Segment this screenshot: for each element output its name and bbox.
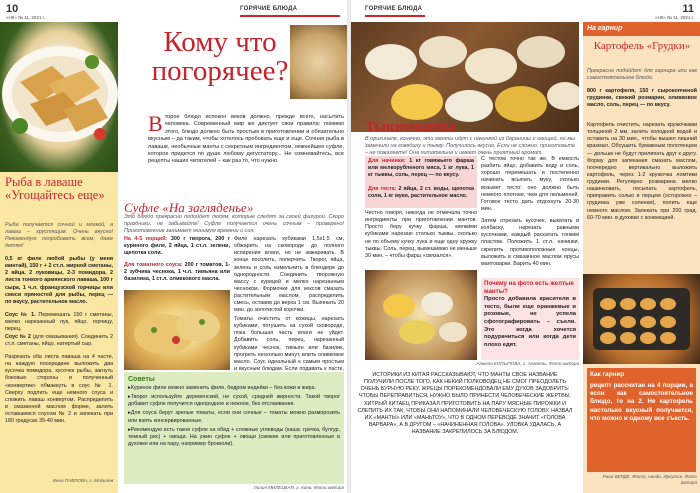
manty-lead: В оригинале, конечно, эти манты идут с начинкой из баранины и овощей, но мы заменили на говядину и тыкву. Получилось вкусно. Если не сложно, приготовьте – не пожалеете! Она питательна и имеет очень приятный аромат.: [365, 136, 575, 157]
souffle-photo: [124, 290, 230, 370]
history-box: [351, 369, 579, 493]
tips-list: [128, 385, 340, 450]
issue-left: «НК» № 11, 2021 г.: [6, 15, 45, 20]
fish-ingredients: 0,5 кг филе любой рыбы (у меня минтай), 150 г + 2 ст.л. жирной сметаны, 2 яйца, 2 луковицы, 2-3 помидора, 2 листа тонкого армянского лаваша, 100 г сыра, 1 ч.л. французской горчицы или смеси пряностей для рыбы, перец — по вкусу, растительное масло.: [5, 256, 113, 305]
manty-dough: [368, 186, 474, 200]
fish-lavash-illustration: [0, 22, 118, 172]
tip-item: ▸Для соуса берут зрелые томаты, если они сочные – томаты можно разморозить или взять консервированные.: [128, 410, 340, 424]
fish-lavash-photo: [0, 22, 118, 172]
fish-title: Рыба в лаваше «Угощайтесь еще»: [5, 175, 105, 203]
tip-item: ▸Творог используйте деревенский, не сухой, средней жирности. Такой творог добавит суфле получится однородное и нежное, без отслаивания.: [128, 394, 340, 408]
fish-author: Инна ПАВЛОВА, г. Могилев: [52, 478, 113, 483]
souffle-title: Суфле «На загляденье»: [124, 200, 254, 215]
sauce-1-text: Перемешать 150 г сметаны, мелко нарезанный лук, яйцо, горчицу, перец.: [5, 312, 113, 333]
tips-box: [124, 372, 344, 484]
issue-right: «НК» № 11, 2021 г.: [655, 15, 694, 20]
intro-text: [148, 114, 344, 194]
history-text: ИСТОРИКИ ИЗ КИТАЯ РАССКАЗЫВАЮТ, ЧТО МАНТЫ СВОЕ НАЗВАНИЕ ПОЛУЧИЛИ ПОСЛЕ ТОГО, КАК НЕКИЙ ПОЛКОВОДЕЦ НЕ СМОГ ПРЕОДОЛЕТЬ ОЧЕНЬ БУРНУЮ РЕКУ. ЖРЕЦЫ ПОРЕКОМЕНДОВАЛИ ЕМУ ДУХОВ ЗАДОБРИТЬ: ЧТОБЫ ПЕРЕПРАВИТЬСЯ, НУЖНО БЫЛО ПРИНЕСТИ ЧЕЛОВЕЧЕСКИЕ ЖЕРТВЫ. ХИТРЫЙ КИТАЕЦ ПРИКАЗАЛ ПРИГОТОВИТЬ НА ПАРУ МЯСНЫЕ ПИРОЖКИ И СЛЕПИТЬ ИХ ТАК, ЧТОБЫ ОНИ НАПОМИНАЛИ ЧЕЛОВЕЧЕСКУЮ ГОЛОВУ. НАЗВАЛ ИХ «МАНТЫ» ИЛИ «МАНЬТОУ», ЧТО В ОДНОМ ПЕРЕВОДЕ ЗНАЧИТ «ГОЛОВА ВАРВАРА», А В ДРУГОМ – «НАЧИНЕННАЯ ГОЛОВА». УЛОВКА УДАЛАСЬ, А НАЗВАНИЕ ЗАКРЕПИЛОСЬ ЗА БЛЮДОМ.: [357, 372, 573, 435]
section-label-right: ГОРЯЧИЕ БЛЮДА: [365, 6, 423, 12]
manty-dough-text: 2 яйца, 2 ст. воды, щепотка соли, 1 кг муки, растительное масло.: [368, 186, 474, 200]
manty-method-1: Честно говоря, никогда не отмечала точно ингредиенты при приготовлении мантов. Просто беру кучку фарша, мелкими кубиками нарезаю столько тыквы, сколько не по объему кучку лука и еще одну кружку тыквы. Соль, перец, вымешиваю не меньше 30 мин. – чтобы фарш «связался».: [365, 210, 477, 259]
section-rule-right: [365, 15, 425, 17]
fish-recipe-box: [0, 172, 118, 493]
manty-dough-label: Для теста:: [368, 186, 397, 192]
manty-title: Тыквоманты: [365, 119, 456, 135]
souffle-author: Лилия МИЛЕЦКАЯ, г. Киев. Фото автора: [253, 485, 344, 490]
section-rule-left: [240, 15, 340, 17]
manty-author: Анжела КОПЫЛОВА, г. Алматы. Фото автора: [476, 361, 579, 366]
manty-steamer-photo: [351, 22, 579, 132]
garnish-method: Картофель очистить, нарезать кружочками толщиной 2 мм, залить холодной водой и оставить на 30 мин., чтобы вышел лишний крахмал. Обсушить бумажным полотенцем — дольше не будут прилипать друг к другу. Форму для запекания смазать маслом, поочередно вертикально выложить картофель, через 1-2 кружочка ломтики грудинки. Регулярно розмарина мелко нашинковать, посыпать картофель, приправить солью и перцем (осторожно – грудинка уже соленая), полить еще немного маслом. Запекать при 200 град. 60-70 мин. в духовке с конвекцией.: [587, 122, 697, 221]
headline: Кому что погорячее?: [151, 28, 289, 86]
section-label-left: ГОРЯЧИЕ БЛЮДА: [240, 6, 298, 12]
souffle-method-2: Томаты очистить от кожицы, нарезать кубиками, потушить на сухой сковороде, пока большая часть влаги не уйдет. Добавить соль, перец, нарезанный кубиками чеснок, тимьян или базилик, прогреть несколько минут, влить оливковое масло. Соус идеальный к самым простым и вкусным блюдам. Если подавать к пасте,: [234, 316, 344, 372]
sauce-2-label: Соус № 2: [5, 334, 31, 340]
souffle-ing-sauce: [124, 262, 230, 283]
right-page: [351, 0, 700, 493]
souffle-ing-main-text: 300 г творога, 200 г куриного филе, 2 яйца, 1 ст.л. зелени, щепотка соли.: [124, 236, 230, 257]
fish-sauce-1: [5, 312, 113, 333]
why-text: Просто добавила красителя в тесто, были еще оранжевые и розовые, не успела сфотографировать – съели. Это когда хочется подурачиться или когда дети плохо едят.: [484, 296, 576, 348]
sauce-1-label: Соус № 1.: [5, 312, 36, 318]
manty-method-2: С тестом точно так же. В емкость разбить яйцо, добавить воду и соль, хорошо перемешать и постепенно начинать всыпать муку, сколько возьмет тесто: оно должно быть немного плотнее, чем для пельменей. Готовое тесто дать отдохнуть 20-30 мин.: [481, 156, 579, 212]
garnish-note-box: [587, 368, 696, 472]
manty-plate-photo: [365, 270, 477, 360]
intro-body: торое блюдо испокон веков должно, прежде всего, насытить человека. Современный мир же диктует свои правила: помимо этого, блюдо должно быть простым в приготовлении и обязательно вкусным – да таким, чтобы хотелось пробовать еще и еще. Сочная рыба в лаваше, необычные манты с секретным ингредиентом, нежнейшее суфле, которое придется по душе любому дегустатору... Не сомневайтесь, все рецепты наших читателей – как раз то, что нужно.: [148, 114, 344, 165]
garnish-tag: На гарнир: [587, 25, 623, 32]
garnish-note-title: Как гарнир: [590, 371, 625, 378]
manty-illustration: [351, 22, 579, 132]
potato-illustration: [583, 274, 700, 364]
garnish-lead: Прекрасно подойдет для гарнира или как самостоятельное блюдо.: [587, 68, 697, 82]
page-number-left: 10: [6, 3, 19, 15]
manty-ingredients-box: [365, 156, 477, 208]
souffle-ing-sauce-label: Для томатного соуса:: [124, 262, 183, 268]
garnish-note-text: рецепт рассчитан на 4 порции, а если как самостоятельное блюдо, то на 2. Не картофель настолько вкусный получается, что можно и одному все съесть.: [590, 382, 693, 422]
left-page: [0, 0, 347, 493]
why-yellow-box: [481, 278, 579, 360]
tip-item: ▸Рекомендую есть такое суфле на обед + сложные углеводы (каша: гречка, булгур, темный рис) + овощи. На ужин суфле + овощи (свежие или приготовленные в духовке или на пару, например брокколи).: [128, 426, 340, 447]
souffle-lead: Это блюдо прекрасно подойдет людям, которые следят за своей фигурой. Скоро праздники, не забывайте! Суфле получается очень сочным – проверено! Приготовление занимает минимум времени и сил.: [124, 214, 344, 235]
garnish-column: [583, 22, 700, 493]
manty-plate-illustration: [365, 270, 477, 360]
garnish-title: Картофель «Грудки»: [593, 40, 691, 52]
garnish-author: Рина ВЕРДЕ, Ятта_нандо, Иркутск. Фото автора: [602, 474, 697, 486]
garnish-ingredients: 800 г картофеля, 150 г сырокопченой грудинки, свежий розмарин, оливковое масло, соль, перец — по вкусу.: [587, 88, 697, 109]
tip-item: ▸Куриное филе можно заменить филе, бедром индейки – без кожи и жира.: [128, 385, 317, 391]
fish-sauce-2: [5, 334, 113, 348]
manty-method-3: Затем отрезать кусочек, выкатать в колбаску, нарезать равными кусочками, каждый раскатать тонким пластом. Положить 1 ст.л. начинки, скрепить противоположные концы, выложить в смазанное маслом ярусы мантоварки. Варить 40 мин.: [481, 218, 579, 267]
manty-filling: [368, 158, 474, 179]
intro-dropcap: В: [148, 114, 163, 136]
souffle-method-1: Филе нарезать кубиками 1,5х1,5 см, обжарить на сковороде до полного испарения влаги, но не зажаривать. В конце посолить, поперчить. Творог, яйца, зелень и соль измельчить в блендере до однородности. Соединить творожную массу с курицей и мелко нарезанным чесноком. Формочки для кексов смазать растительным маслом, распределить смесь, оставив до верха 1 см. Выпекать 20 мин. до золотистой корочки.: [234, 236, 344, 314]
manty-filling-label: Для начинки:: [368, 158, 406, 164]
fish-lead: Рыба получается сочной и мягкой, а лаваш – хрустящим. Очень вкусно! Рекомендую попробовать всем, даже детям!: [5, 222, 113, 250]
potato-photo: [583, 274, 700, 364]
souffle-ing-main: [124, 236, 230, 257]
souffle-ing-main-label: На 4-5 порций:: [124, 236, 168, 242]
why-title: Почему на фото есть желтые манты?: [484, 280, 574, 296]
tips-title: Советы: [128, 376, 155, 383]
souffle-ing-sauce-text: 200 г томатов, 1-2 зубчика чеснока, 1 ч.л. тимьяна или базилика, 1 ст.л. оливкового масла.: [124, 262, 230, 283]
manty-filling-text: 1 кг говяжьего фарша или мелкорубленого мяса, 1 кг лука, 1 кг тыквы, соль, перец — по вкусу.: [368, 158, 474, 179]
souffle-illustration: [124, 290, 230, 370]
fish-method: Разрезать оба листа лаваша на 4 части, на каждую посередине выложить два кусочка помидора, кусочек рыбы, загнуть боковые стороны и полученный «конвертик» обмакнуть в соус № 1. Сверху подлить еще немного соуса и сложить лаваш конвертом. Распределить в смазанной маслом форме, залить оставшимся соусом № 2 и запекать при 180 градусах 35-40 мин.: [5, 354, 113, 425]
page-number-right: 11: [682, 3, 694, 15]
sauce-2-text: (для смазывания). Соединить 2 ст.л. сметаны, яйцо, натертый сыр.: [5, 334, 113, 348]
